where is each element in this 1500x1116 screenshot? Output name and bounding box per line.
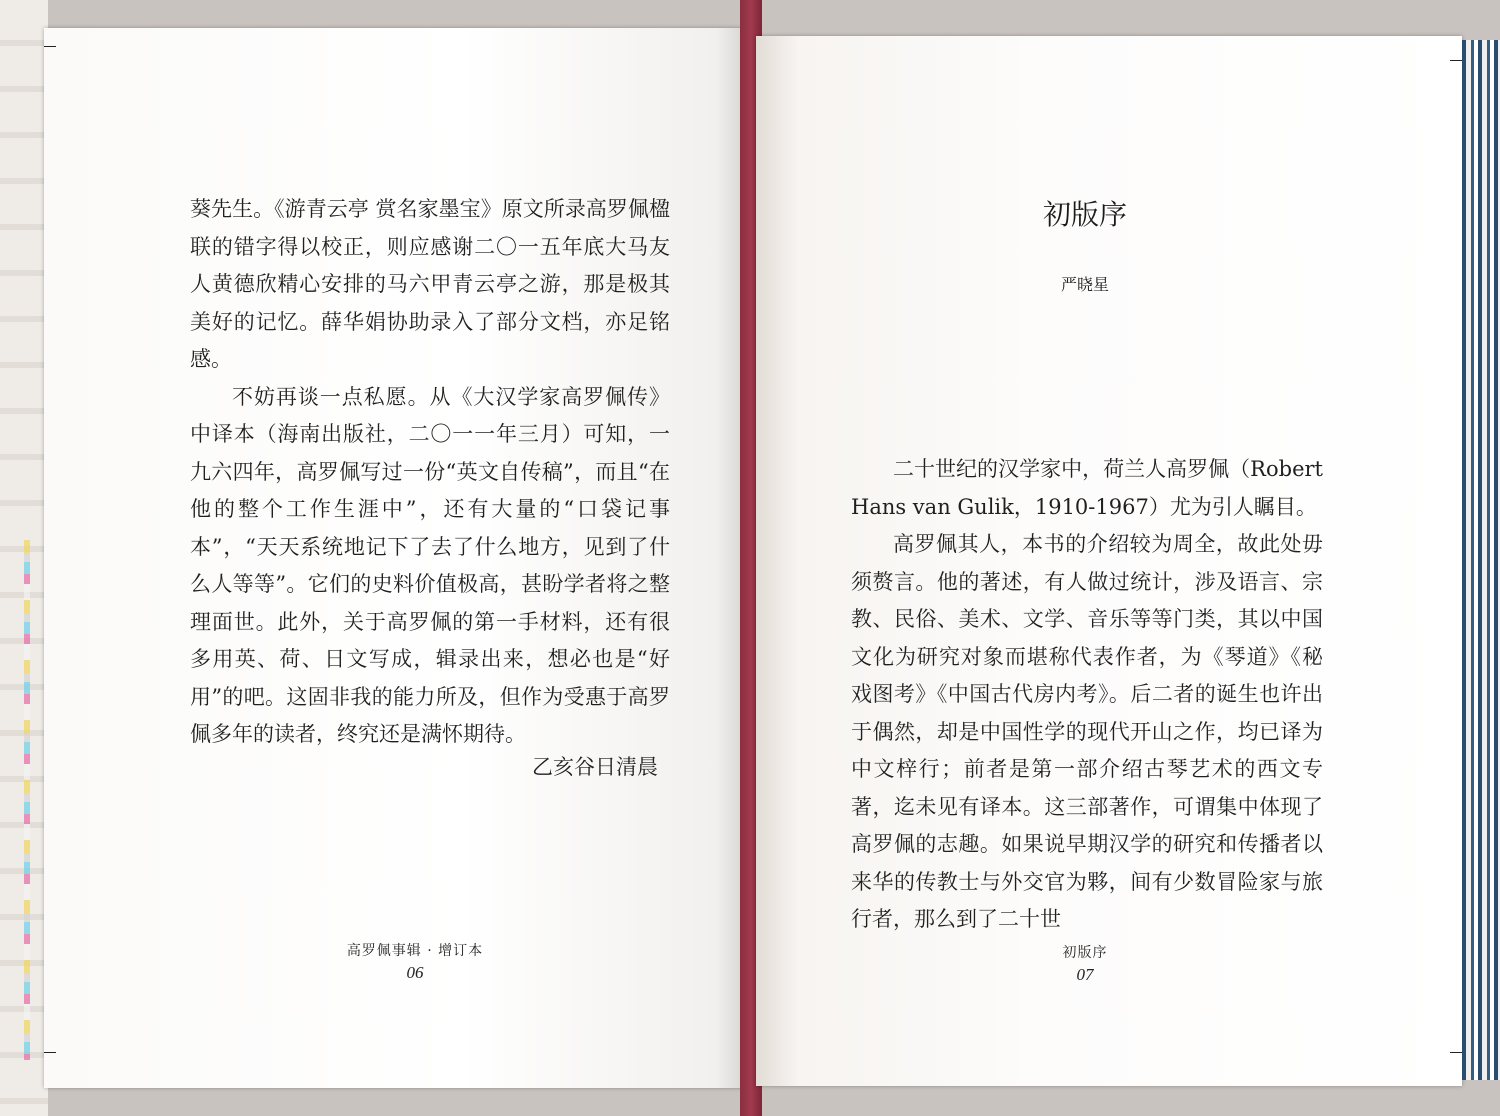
- signature-date: 乙亥谷日清晨: [532, 755, 658, 779]
- chapter-author: 严晓星: [1060, 275, 1109, 294]
- left-paragraph-1: 葵先生。《游青云亭 赏名家墨宝》原文所录高罗佩楹联的错字得以校正，则应感谢二〇一五年底大马友人黄德欣精心安排的马六甲青云亭之游，那是极其美好的记忆。薛华娟协助录入了部分文档，亦足铭感。: [190, 197, 670, 371]
- crop-mark: [44, 1052, 56, 1053]
- color-calibration-strip: [24, 540, 30, 1060]
- right-running-footer: 初版序: [1062, 945, 1108, 961]
- left-running-footer: 高罗佩事辑 · 增订本: [346, 943, 484, 959]
- right-paragraph-1: 二十世纪的汉学家中，荷兰人高罗佩（Robert Hans van Gulik，1910-1967）尤为引人瞩目。: [851, 457, 1323, 519]
- crop-mark: [1450, 1052, 1462, 1053]
- page-edges-right: [1462, 40, 1500, 1080]
- right-page-number: 07: [1076, 965, 1094, 984]
- left-paragraph-2: 不妨再谈一点私愿。从《大汉学家高罗佩传》中译本（海南出版社，二〇一一年三月）可知，一九六四年，高罗佩写过一份“英文自传稿”，而且“在他的整个工作生涯中”，还有大量的“口袋记事本”，“天天系统地记下了去了什么地方，见到了什么人等等”。它们的史料价值极高，甚盼学者将之整理面世。此外，关于高罗佩的第一手材料，还有很多用英、荷、日文写成，辑录出来，想必也是“好用”的吧。这固非我的能力所及，但作为受惠于高罗佩多年的读者，终究还是满怀期待。: [190, 384, 670, 746]
- crop-mark: [1450, 60, 1462, 61]
- right-paragraph-2: 高罗佩其人，本书的介绍较为周全，故此处毋须赘言。他的著述，有人做过统计，涉及语言、宗教、民俗、美术、文学、音乐等等门类，其以中国文化为研究对象而堪称代表作者，为《琴道》《秘戏图考》《中国古代房内考》。后二者的诞生也许出于偶然，却是中国性学的现代开山之作，均已译为中文梓行；前者是第一部介绍古琴艺术的西文专著，迄未见有译本。这三部著作，可谓集中体现了高罗佩的志趣。如果说早期汉学的研究和传播者以来华的传教士与外交官为夥，间有少数冒险家与旅行者，那么到了二十世: [851, 532, 1323, 931]
- left-page-number: 06: [406, 963, 424, 982]
- right-page-body: [851, 451, 1323, 939]
- left-page-body: [190, 191, 670, 754]
- chapter-title: 初版序: [1042, 198, 1127, 231]
- crop-mark: [44, 46, 56, 47]
